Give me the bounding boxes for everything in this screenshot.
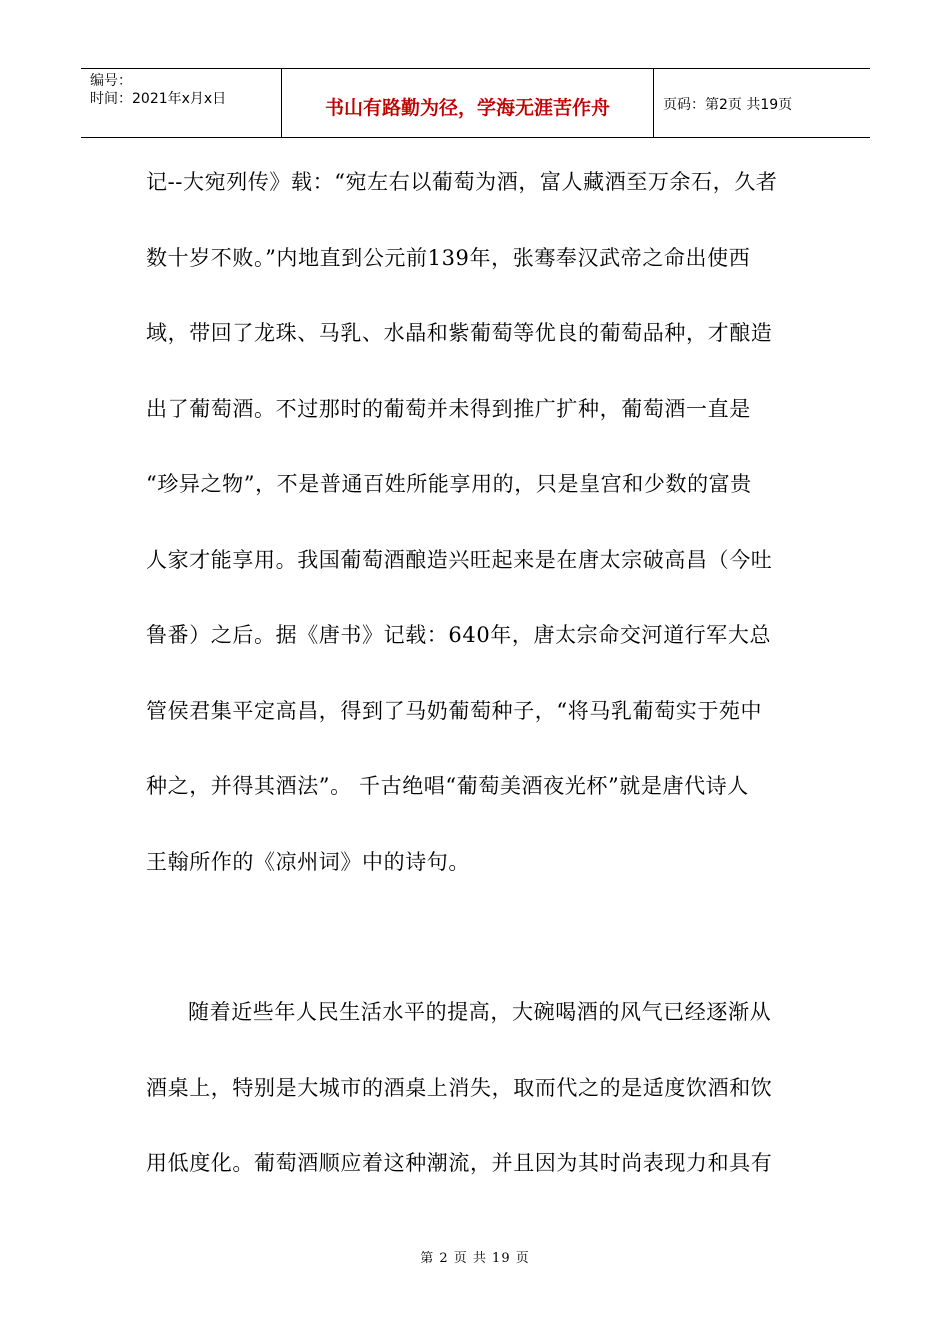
time-label: 时间：2021年x月x日: [90, 91, 227, 107]
header-meta: [81, 69, 282, 137]
text-line: 管侯君集平定高昌，得到了马奶葡萄种子，“将马乳葡萄实于苑中: [146, 698, 763, 723]
paragraph-gap: [146, 917, 816, 992]
text-line: 人家才能享用。我国葡萄酒酿造兴旺起来是在唐太宗破高昌（今吐: [146, 547, 773, 572]
text-line: 域，带回了龙珠、马乳、水晶和紫葡萄等优良的葡萄品种，才酿造: [146, 321, 773, 345]
page-header: [81, 68, 870, 138]
text-line: 用低度化。葡萄酒顺应着这种潮流，并且因为其时尚表现力和具有: [146, 1151, 773, 1175]
text-line: “珍异之物”，不是普通百姓所能享用的，只是皇宫和少数的富贵: [146, 472, 752, 496]
text-line: 种之，并得其酒法”。 千古绝唱“葡萄美酒夜光杯”就是唐代诗人: [146, 774, 749, 798]
text-line: 酒桌上，特别是大城市的酒桌上消失，取而代之的是适度饮酒和饮: [146, 1075, 773, 1100]
header-page-code: 页码：第2页 共19页: [663, 97, 793, 113]
header-motto: 书山有路勤为径，学海无涯苦作舟: [282, 69, 654, 137]
text-line: 随着近些年人民生活水平的提高，大碗喝酒的风气已经逐渐从: [188, 1000, 772, 1024]
text-line: 鲁番）之后。据《唐书》记载：640年，唐太宗命交河道行军大总: [146, 623, 772, 647]
text-line: 王翰所作的《凉州词》中的诗句。: [146, 849, 470, 874]
paragraph-2: [146, 992, 816, 1219]
text-line: 记--大宛列传》载：“宛左右以葡萄为酒，富人藏酒至万余石，久者: [146, 170, 778, 194]
paragraph-1: [146, 162, 816, 917]
serial-label: 编号：: [90, 73, 132, 89]
page-footer: 第 2 页 共 19 页: [420, 1251, 530, 1266]
document-body: [146, 162, 816, 1219]
text-line: 出了葡萄酒。不过那时的葡萄并未得到推广扩种，葡萄酒一直是: [146, 396, 751, 421]
text-line: 数十岁不败。”内地直到公元前139年，张骞奉汉武帝之命出使西: [146, 245, 751, 270]
